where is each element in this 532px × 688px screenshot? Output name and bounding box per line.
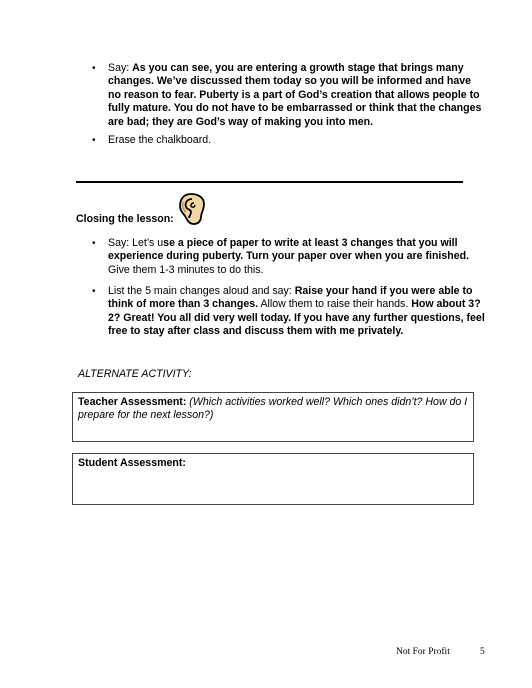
student-assessment-label: Student Assessment: bbox=[78, 457, 186, 469]
teacher-assessment-prompt: (Which activities worked well? Which ones didn’t? How do I prepare for the next lesson?) bbox=[78, 396, 468, 422]
say-growth-stage-text: As you can see, you are entering a growth stage that brings many changes. We’ve discussed them today so you will be informed and have no reason to fear. Puberty is a part of God’s creation that allows people to fully mature. You do not have to be embarrassed or think that the changes are bad; they are God’s way of making you into men. bbox=[108, 62, 482, 128]
page-number: 5 bbox=[480, 647, 485, 657]
erase-chalkboard-instruction: Erase the chalkboard. bbox=[108, 134, 212, 146]
list-changes-bold-2: How about 3? 2? Great! You all did very well today. If you have any further questions, feel free to stay after class and discuss them with me privately. bbox=[108, 298, 485, 338]
closing-heading: Closing the lesson: bbox=[76, 213, 174, 225]
footer-label: Not For Profit bbox=[396, 647, 450, 657]
say-paper-prefix: Say: Let’s u bbox=[108, 237, 164, 249]
alternate-activity-heading: ALTERNATE ACTIVITY: bbox=[78, 368, 192, 380]
list-changes-paragraph bbox=[108, 285, 486, 339]
bullet-marker: • bbox=[92, 286, 96, 297]
teacher-assessment-label: Teacher Assessment: bbox=[78, 396, 187, 408]
list-changes-middle: Allow them to raise their hands. bbox=[258, 298, 412, 311]
bullet-marker: • bbox=[92, 238, 96, 249]
list-changes-bold: Raise your hand if you were able to think of more than 3 changes. bbox=[108, 285, 473, 311]
list-changes-prefix: List the 5 main changes aloud and say: bbox=[108, 285, 295, 297]
bullet-marker: • bbox=[92, 63, 96, 74]
section-divider bbox=[76, 181, 463, 183]
say-paper-paragraph bbox=[108, 237, 486, 277]
say-prefix: Say: bbox=[108, 62, 133, 74]
bullet-marker: • bbox=[92, 135, 96, 146]
ear-icon bbox=[177, 192, 205, 226]
say-growth-stage-paragraph bbox=[108, 62, 486, 129]
teacher-assessment-box[interactable] bbox=[72, 392, 474, 442]
student-assessment-box[interactable] bbox=[72, 453, 474, 505]
say-paper-suffix: Give them 1-3 minutes to do this. bbox=[108, 263, 264, 276]
say-paper-bold: se a piece of paper to write at least 3 changes that you will experience during puberty. Turn your paper over when you are finished. bbox=[108, 237, 470, 263]
